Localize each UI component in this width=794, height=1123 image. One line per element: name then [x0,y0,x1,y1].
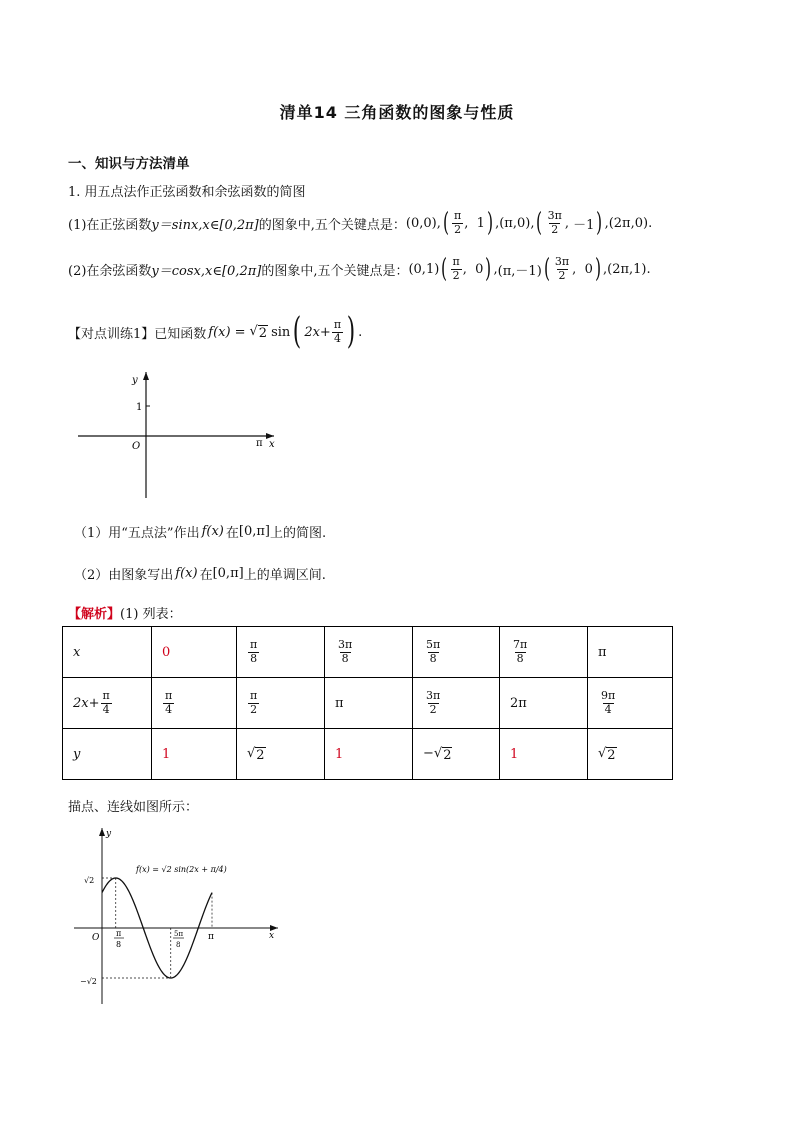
y-axis-arrow-icon [99,828,105,836]
section-heading: 一、知识与方法清单 [68,156,190,172]
exercise-sqrt: √ 2 [249,323,268,341]
sine-func: y＝sinx,x∈[0,2π] [151,217,259,233]
axis-label-x: x [269,439,275,450]
origin-label: O [132,441,141,452]
table-cell: 1 [325,729,413,780]
value-table [62,626,673,780]
table-cell: 1 [152,729,237,780]
cosine-p1: (0,1) [408,261,440,277]
plot-label-sqrt2: √2 [84,876,95,885]
plot-tick-5pi8-den: 8 [176,941,181,949]
table-row [63,729,673,780]
plot-tick-pi8-den: 8 [116,940,122,949]
sine-plot [70,826,285,1008]
exercise-eq: = [234,324,246,340]
sine-p2-y: 1 [476,215,485,231]
table-cell: π [325,678,413,729]
exercise-end: . [358,324,363,340]
sine-p1: (0,0) [405,215,437,231]
plot-function-label: f(x) = √2 sin(2x + π/4) [136,865,227,874]
cosine-p2-y: 0 [475,261,484,277]
exercise-arg-frac: $\frac{\pi}{4}$ [333,317,342,345]
table-cell: √ 2 [237,729,325,780]
plot-tick-pi: π [208,932,214,942]
plot-axis-label-x: x [269,931,275,941]
sine-key-points: (1)在正弦函数 y＝sinx,x∈[0,2π] 的图象中,五个关键点是： (0,0) , ( $\frac{\pi}{2}$ , 1 ) , (π,0) , ( $\frac{3\pi}{2}$ , －1 ) , (2π,0). [68,208,653,239]
table-cell: $\frac{7\pi}{8}$ [500,627,588,678]
plot-axis-label-y: y [106,829,112,839]
exercise-text: 已知函数 [154,326,207,342]
axis-label-y: y [132,375,138,386]
cosine-prefix: (2)在余弦函数 [68,263,152,279]
cosine-p4-frac: $\frac{3\pi}{2}$ [554,255,570,282]
tick-label-pi: π [256,438,263,449]
table-cell: $\frac{\pi}{8}$ [237,627,325,678]
page-title: 清单14 三角函数的图象与性质 [279,103,515,122]
cosine-func: y＝cosx,x∈[0,2π] [151,263,262,279]
sine-p5: (2π,0). [608,215,653,231]
table-cell: 1 [500,729,588,780]
item-heading: 1. 用五点法作正弦函数和余弦函数的简图 [68,185,306,200]
plot-tick-5pi8-num: 5π [174,930,184,938]
exercise-sin: sin [271,324,291,340]
sine-p4-frac: $\frac{3\pi}{2}$ [547,209,562,236]
cosine-p5: (2π,1). [607,261,651,277]
table-cell: $\frac{9\pi}{4}$ [588,678,673,729]
plot-caption: 描点、连线如图所示： [68,800,199,815]
cosine-key-points: (2)在余弦函数 y＝cosx,x∈[0,2π] 的图象中,五个关键点是： (0,1) ( $\frac{\pi}{2}$ , 0 ) , (π,－1) ( $\frac{3\pi}{2}$ , 0 ) , (2π,1). [68,254,651,285]
table-cell: 0 [152,627,237,678]
cosine-p4-y: 0 [584,261,593,277]
table-row [63,627,673,678]
plot-label-neg-sqrt2: −√2 [80,977,97,986]
question-2: （2）由图象写出 f(x) 在 [0,π] 上的单调区间. [74,566,326,583]
y-axis-arrow-icon [143,372,149,380]
question-1: （1）用“五点法”作出 f(x) 在 [0,π] 上的简图. [74,524,327,541]
plot-origin-label: O [92,933,100,943]
exercise-arg: 2x+ [304,324,331,340]
table-cell: x [63,627,152,678]
table-cell: $\frac{3\pi}{8}$ [325,627,413,678]
sine-p3: (π,0) [499,215,531,231]
sine-prefix: (1)在正弦函数 [68,217,152,233]
tick-label-one: 1 [136,402,143,413]
plot-tick-pi8-num: π [116,929,122,938]
table-cell: √ 2 [588,729,673,780]
cosine-p3: (π,－1) [497,263,542,279]
table-cell: 2π [500,678,588,729]
table-cell: $\frac{5\pi}{8}$ [413,627,500,678]
table-cell: π [588,627,673,678]
cosine-p2-frac: $\frac{\pi}{2}$ [452,255,460,282]
exercise-fx: f(x) [208,324,231,340]
table-cell: $\frac{3\pi}{2}$ [413,678,500,729]
table-cell: y [63,729,152,780]
sine-p4-y: －1 [573,217,595,233]
table-cell: − √ 2 [413,729,500,780]
solution-tag: 【解析】 [68,607,121,622]
table-row [63,678,673,729]
sine-mid: 的图象中,五个关键点是： [258,217,406,233]
exercise-tag: 【对点训练1】 [68,326,155,342]
exercise-statement: 【对点训练1】 已知函数 f(x) = √ 2 sin ( 2x+ $\frac{\pi}{4}$ ) . [68,311,363,352]
blank-axes-graph [74,368,284,503]
cosine-mid: 的图象中,五个关键点是： [261,263,409,279]
solution-heading [68,603,182,622]
table-cell: 2x+ $\frac{\pi}{4}$ [63,678,152,729]
sine-p2-frac: $\frac{\pi}{2}$ [454,209,462,236]
table-cell: $\frac{\pi}{4}$ [152,678,237,729]
table-cell: $\frac{\pi}{2}$ [237,678,325,729]
solution-text: (1) 列表： [120,607,182,622]
